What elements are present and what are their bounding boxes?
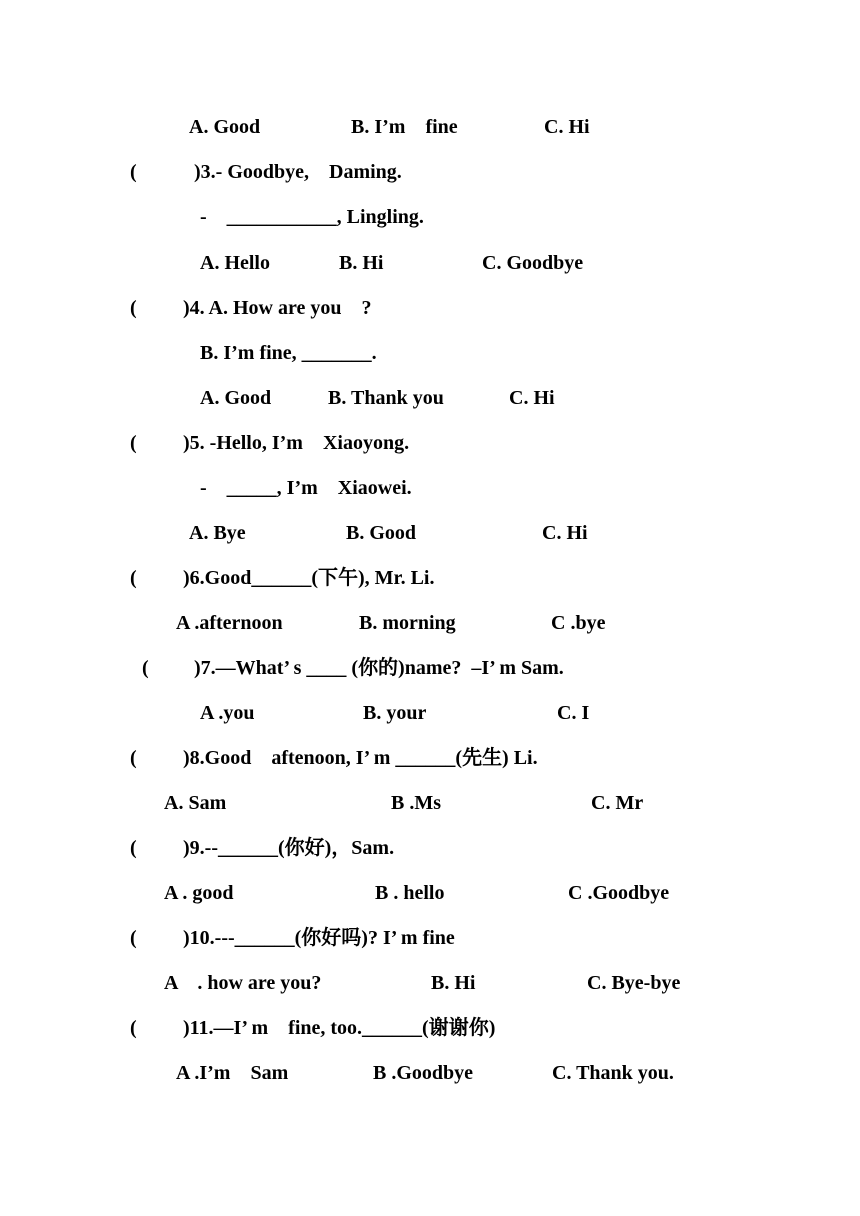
- option-c: C. Thank you.: [552, 1062, 674, 1084]
- question-stem: )5. -Hello, I’m Xiaoyong.: [183, 432, 410, 454]
- option-c: C. Hi: [509, 387, 555, 409]
- option-a: A. Hello: [200, 252, 270, 274]
- option-b: B . hello: [375, 882, 445, 904]
- question-stem: )4. A. How are you ?: [183, 297, 372, 319]
- option-c: C .Goodbye: [568, 882, 670, 904]
- question-stem: )3.- Goodbye, Daming.: [194, 161, 402, 183]
- option-a: A .you: [200, 702, 255, 724]
- question-stem: )8.Good aftenoon, I’ m ______(先生) Li.: [183, 747, 538, 769]
- question-reply: - _____, I’m Xiaowei.: [200, 477, 412, 499]
- option-a: A. Good: [189, 116, 261, 138]
- option-c: C .bye: [551, 612, 606, 634]
- answer-bracket: (: [130, 837, 137, 859]
- answer-bracket: (: [142, 657, 149, 679]
- option-a: A . good: [164, 882, 234, 904]
- option-c: C. Goodbye: [482, 252, 584, 274]
- option-c: C. Mr: [591, 792, 644, 814]
- option-b: B. Hi: [339, 252, 384, 274]
- option-a: A. Bye: [189, 522, 246, 544]
- option-b: B. I’m fine: [351, 116, 458, 138]
- question-stem: )6.Good______(下午), Mr. Li.: [183, 567, 435, 589]
- answer-bracket: (: [130, 161, 137, 183]
- option-a: A .I’m Sam: [176, 1062, 289, 1084]
- question-reply: B. I’m fine, _______.: [200, 342, 377, 364]
- option-a: A . how are you?: [164, 972, 322, 994]
- option-b: B. Good: [346, 522, 417, 544]
- option-c: C. Hi: [542, 522, 588, 544]
- option-a: A. Sam: [164, 792, 227, 814]
- answer-bracket: (: [130, 747, 137, 769]
- option-b: B. Thank you: [328, 387, 444, 409]
- option-b: B. morning: [359, 612, 456, 634]
- question-stem: )10.---______(你好吗)? I’ m fine: [183, 927, 455, 949]
- answer-bracket: (: [130, 432, 137, 454]
- question-stem: )7.—What’ s ____ (你的)name? –I’ m Sam.: [194, 657, 564, 679]
- option-c: C. Hi: [544, 116, 590, 138]
- option-c: C. Bye-bye: [587, 972, 681, 994]
- option-b: B. your: [363, 702, 427, 724]
- option-c: C. I: [557, 702, 590, 724]
- answer-bracket: (: [130, 297, 137, 319]
- question-reply: - ___________, Lingling.: [200, 206, 424, 228]
- option-a: A .afternoon: [176, 612, 283, 634]
- option-b: B .Goodbye: [373, 1062, 474, 1084]
- answer-bracket: (: [130, 927, 137, 949]
- option-b: B. Hi: [431, 972, 476, 994]
- option-b: B .Ms: [391, 792, 441, 814]
- question-stem: )9.--______(你好)，Sam.: [183, 837, 395, 859]
- answer-bracket: (: [130, 567, 137, 589]
- answer-bracket: (: [130, 1017, 137, 1039]
- question-stem: )11.—I’ m fine, too.______(谢谢你): [183, 1017, 496, 1039]
- option-a: A. Good: [200, 387, 272, 409]
